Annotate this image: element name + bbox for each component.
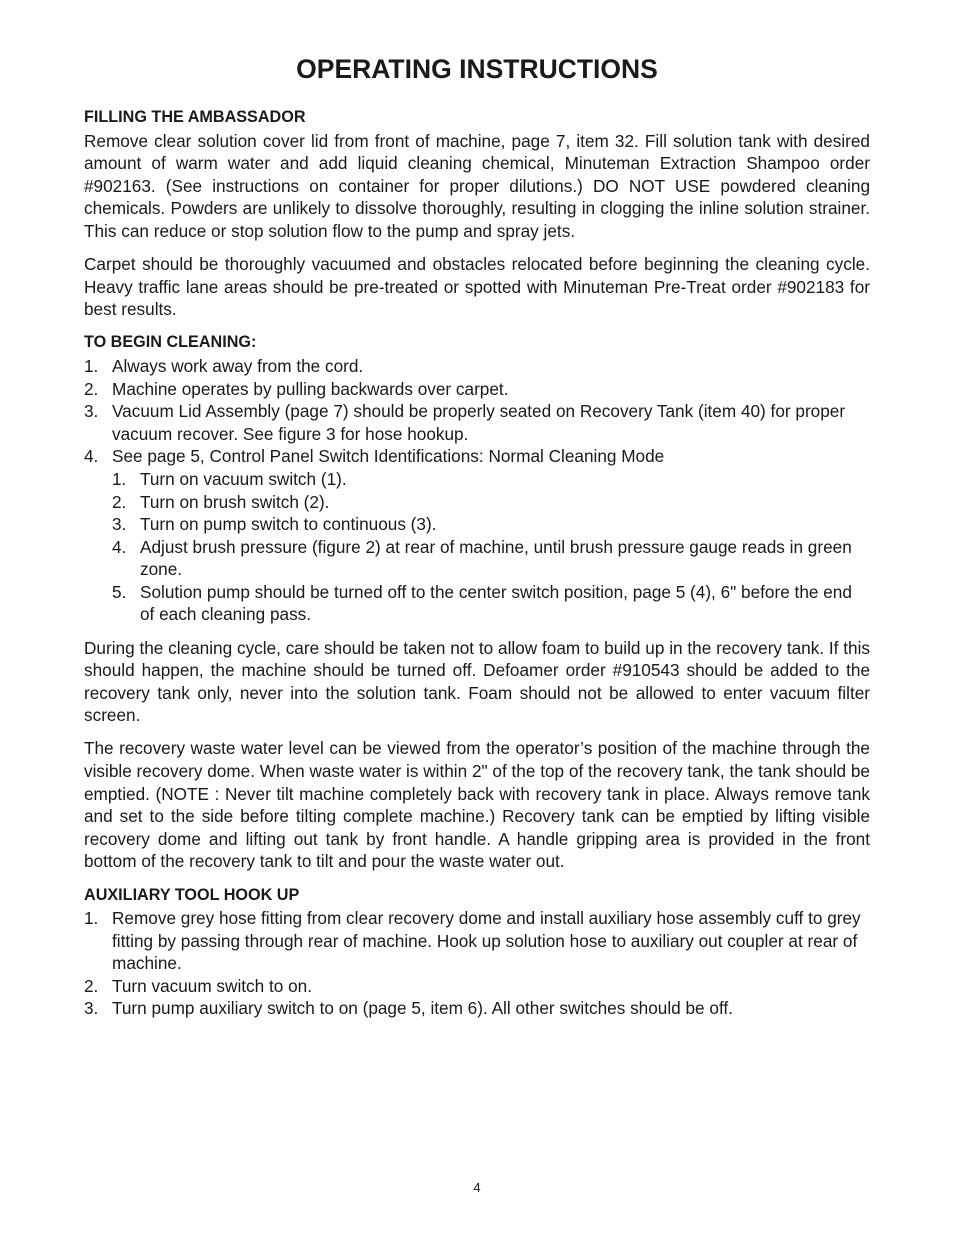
section-heading-begin-cleaning: TO BEGIN CLEANING:	[84, 333, 257, 352]
list-item-number: 2.	[84, 975, 99, 996]
sub-list-item	[112, 536, 870, 581]
list-item-text: Turn vacuum switch to on.	[112, 975, 312, 996]
page-title: OPERATING INSTRUCTIONS	[296, 54, 658, 84]
sub-list-item	[112, 581, 870, 626]
section-auxiliary-tool	[84, 884, 870, 1021]
list-item-number: 3.	[84, 998, 99, 1019]
section-heading-auxiliary-tool: AUXILIARY TOOL HOOK UP	[84, 885, 300, 904]
sub-list-item	[112, 513, 870, 536]
list-item-text: Machine operates by pulling backwards over carpet.	[112, 378, 509, 399]
list-item-text: Turn on pump switch to continuous (3).	[140, 514, 437, 535]
section-begin-cleaning	[84, 331, 870, 873]
list-item-number: 5.	[112, 581, 127, 602]
list-item-text: Vacuum Lid Assembly (page 7) should be properly seated on Recovery Tank (item 40) for proper vacuum recover. See figure 3 for hose hookup.	[112, 401, 846, 444]
list-item	[84, 907, 870, 975]
list-item	[84, 445, 870, 626]
list-item-number: 1.	[84, 355, 99, 376]
list-item	[84, 355, 870, 378]
auxiliary-tool-list	[84, 907, 870, 1020]
list-item-number: 3.	[112, 514, 127, 535]
list-item-text: See page 5, Control Panel Switch Identifications: Normal Cleaning Mode	[112, 446, 665, 467]
list-item-number: 2.	[112, 491, 127, 512]
cleaning-paragraph: The recovery waste water level can be viewed from the operator’s position of the machine through the visible recovery dome. When waste water is within 2" of the top of the recovery tank, the tank should be emptied. (NOTE : Never tilt machine completely back with recovery tank in place. Always remove tank and set to the side before tilting complete machine.) Recovery tank can be emptied by lifting visible recovery dome and lifting out tank by front handle. A handle gripping area is provided in the front bottom of the recovery tank to tilt and pour the waste water out.	[84, 738, 870, 872]
list-item-number: 1.	[84, 908, 99, 929]
normal-cleaning-mode-sublist	[112, 468, 870, 626]
list-item-text: Solution pump should be turned off to the center switch position, page 5 (4), 6" before the end of each cleaning pass.	[140, 581, 852, 625]
list-item-text: Always work away from the cord.	[112, 355, 364, 376]
list-item-number: 1.	[112, 468, 127, 489]
page-number: 4	[473, 1180, 481, 1195]
list-item	[84, 975, 870, 998]
document-body	[84, 106, 870, 1031]
section-filling	[84, 106, 870, 321]
list-item-number: 2.	[84, 378, 99, 399]
list-item-number: 4.	[112, 536, 127, 557]
list-item	[84, 378, 870, 401]
list-item-text: Turn pump auxiliary switch to on (page 5, item 6). All other switches should be off.	[112, 998, 733, 1019]
cleaning-paragraph: During the cleaning cycle, care should be taken not to allow foam to build up in the recovery tank. If this should happen, the machine should be turned off. Defoamer order #910543 should be added to the recovery tank only, never into the solution tank. Foam should not be allowed to enter vacuum filter screen.	[84, 637, 870, 726]
filling-paragraph: Remove clear solution cover lid from front of machine, page 7, item 32. Fill solution tank with desired amount of warm water and add liquid cleaning chemical, Minuteman Extraction Shampoo order #902163. (See instructions on container for proper dilutions.) DO NOT USE powdered cleaning chemicals. Powders are unlikely to dissolve thoroughly, resulting in clogging the inline solution strainer. This can reduce or stop solution flow to the pump and spray jets.	[84, 130, 870, 241]
list-item	[84, 997, 870, 1020]
list-item	[84, 400, 870, 445]
sub-list-item	[112, 491, 870, 514]
list-item-number: 3.	[84, 401, 99, 422]
list-item-number: 4.	[84, 446, 99, 467]
list-item-text: Remove grey hose fitting from clear recovery dome and install auxiliary hose assembly cuff to grey fitting by passing through rear of machine. Hook up solution hose to auxiliary out coupler at rear of machine.	[112, 908, 861, 974]
list-item-text: Turn on brush switch (2).	[140, 491, 330, 512]
list-item-text: Adjust brush pressure (figure 2) at rear of machine, until brush pressure gauge reads in green zone.	[140, 536, 852, 580]
list-item-text: Turn on vacuum switch (1).	[140, 468, 347, 489]
begin-cleaning-list	[84, 355, 870, 626]
filling-paragraph: Carpet should be thoroughly vacuumed and obstacles relocated before beginning the cleaning cycle. Heavy traffic lane areas should be pre-treated or spotted with Minuteman Pre-Treat order #902183 for best results.	[84, 254, 870, 320]
section-heading-filling: FILLING THE AMBASSADOR	[84, 108, 306, 126]
sub-list-item	[112, 468, 870, 491]
